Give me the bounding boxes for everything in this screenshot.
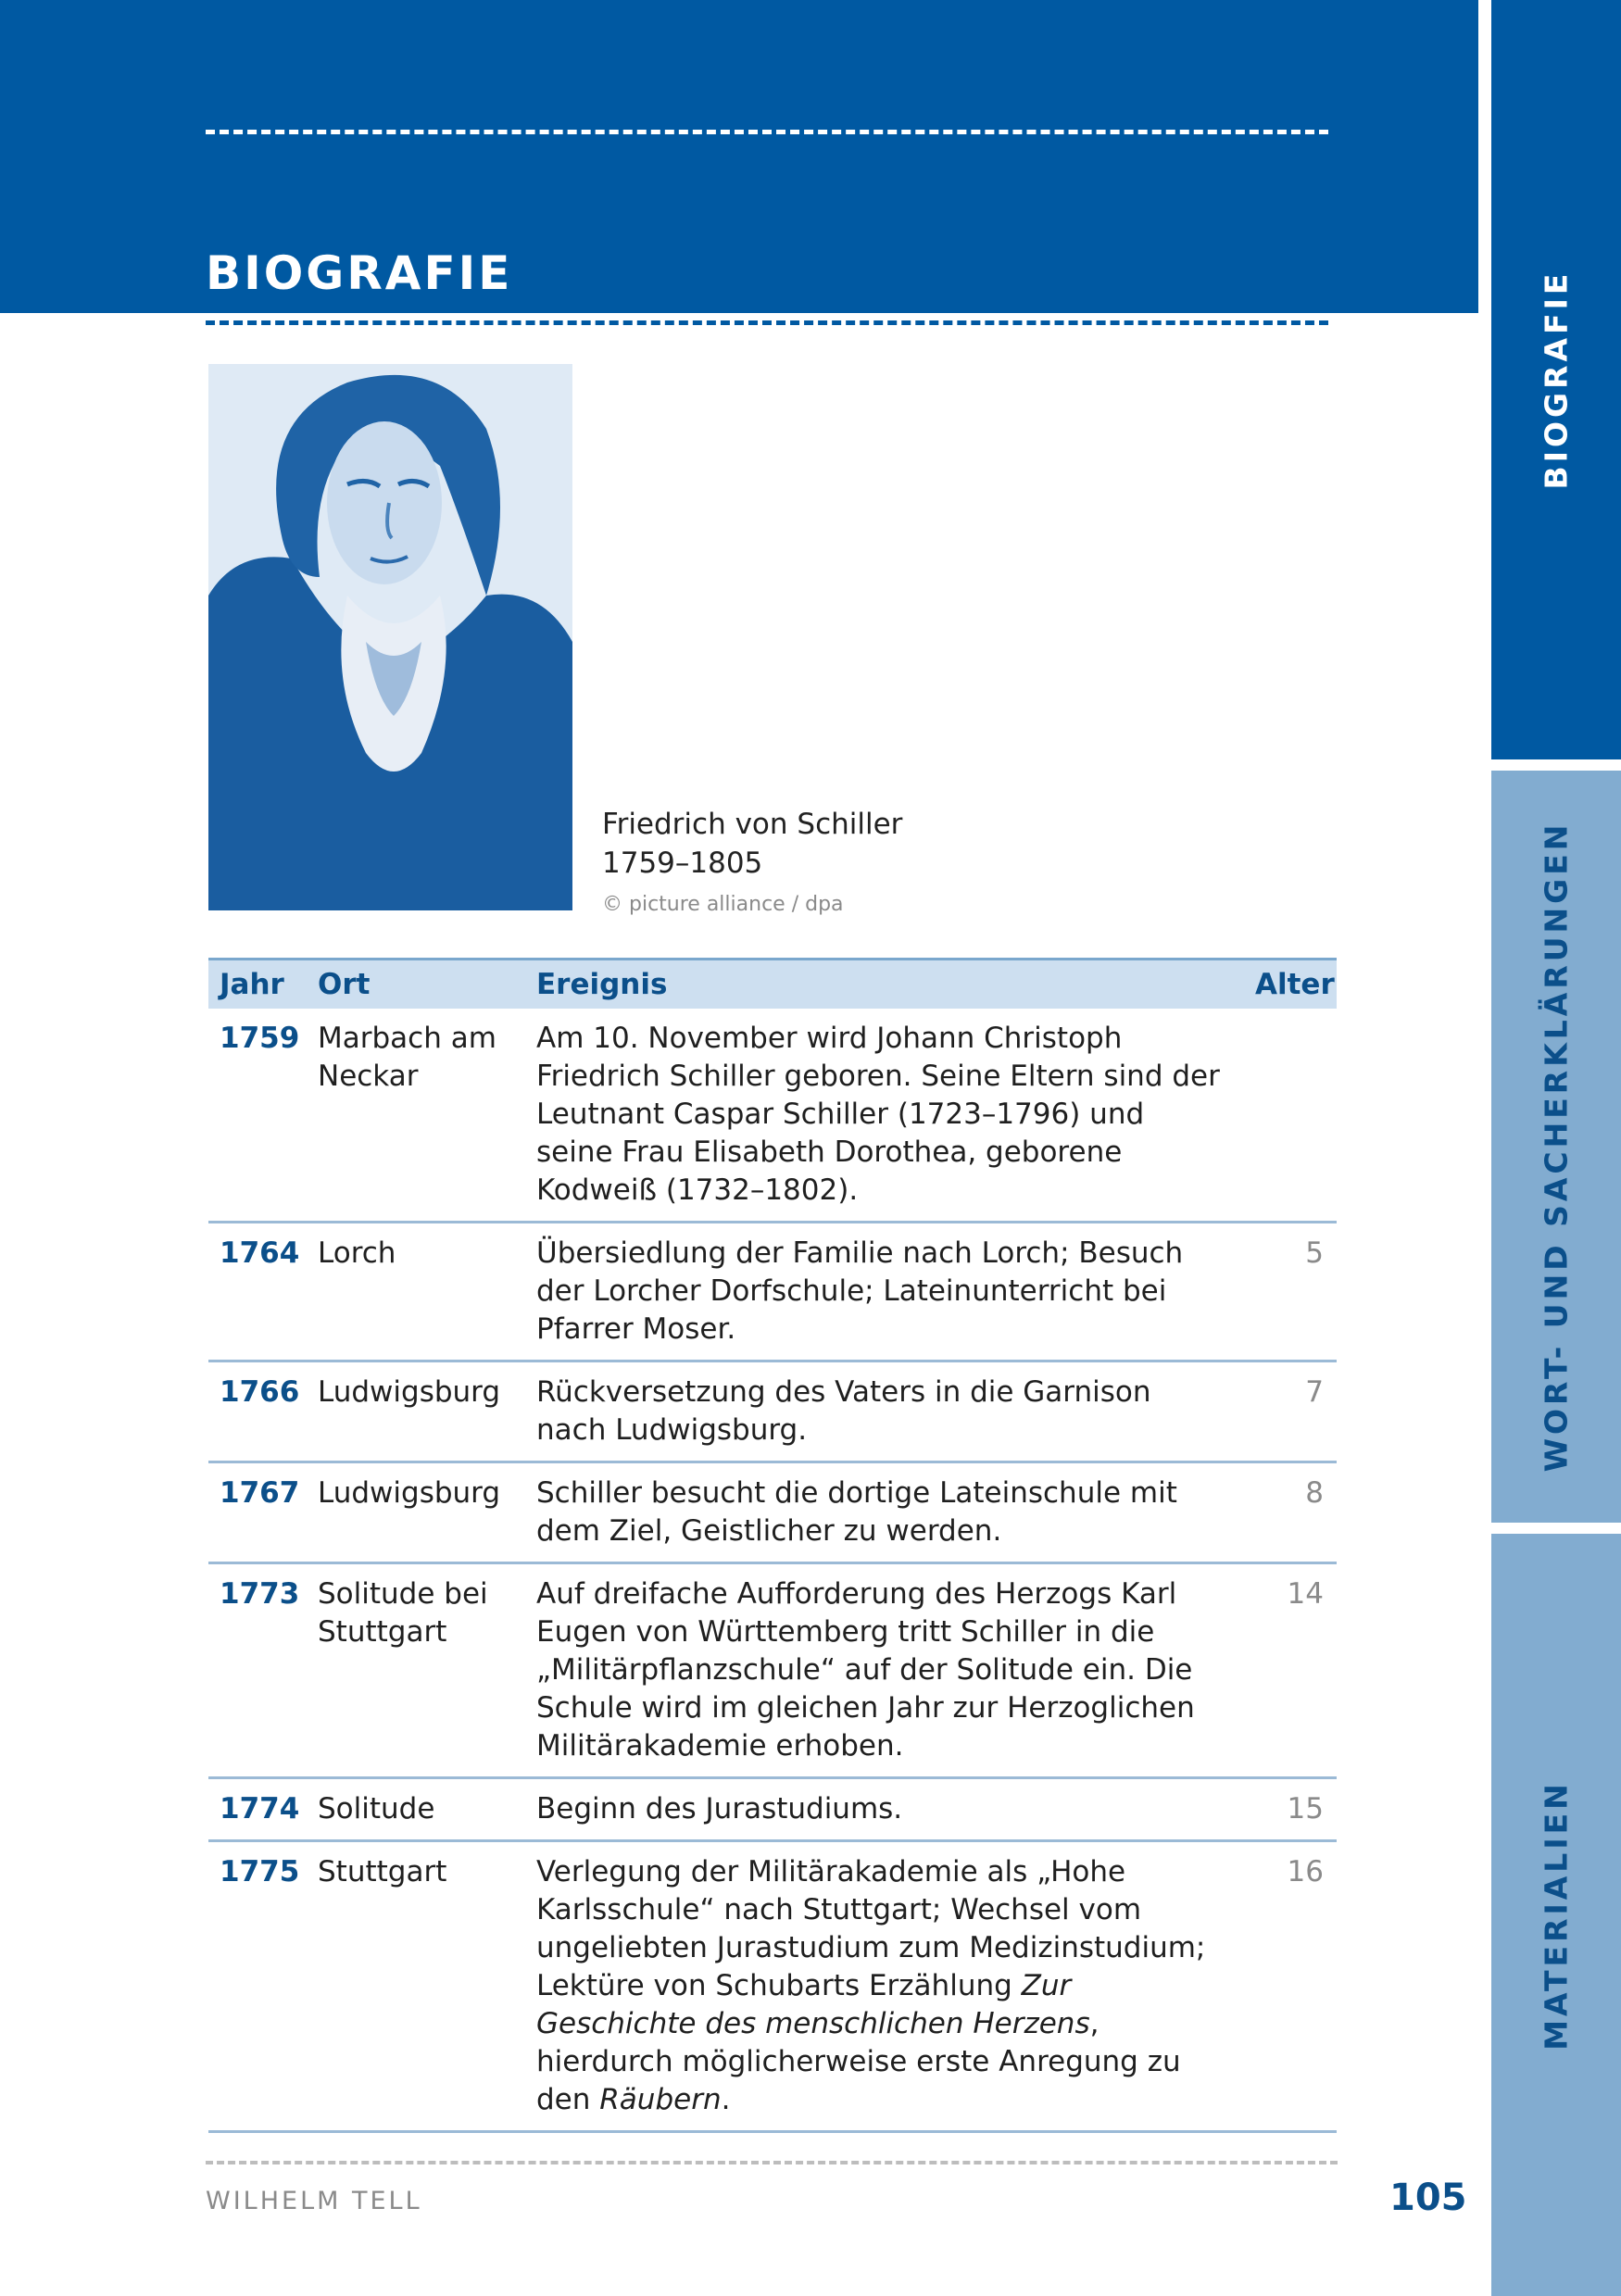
- cell-ort: Ludwigsburg: [307, 1462, 525, 1563]
- header-jahr: Jahr: [208, 960, 307, 1010]
- cell-alter: 7: [1244, 1361, 1337, 1462]
- cell-jahr: 1767: [208, 1462, 307, 1563]
- table-row: [208, 1223, 1337, 1361]
- title-underline-dash: [206, 320, 1328, 325]
- table-row: [208, 1563, 1337, 1778]
- footer-book-title: WILHELM TELL: [206, 2187, 422, 2215]
- cell-ereignis: Übersiedlung der Familie nach Lorch; Besuch der Lorcher Dorfschule; Lateinunterricht bei Pfarrer Moser.: [525, 1223, 1244, 1361]
- table-row: [208, 1778, 1337, 1841]
- header-ort: Ort: [307, 960, 525, 1010]
- footer-dash-line: [206, 2161, 1338, 2164]
- header-ereignis: Ereignis: [525, 960, 1244, 1010]
- ereignis-text: .: [721, 2083, 731, 2116]
- cell-ereignis: Rückversetzung des Vaters in die Garnison nach Ludwigsburg.: [525, 1361, 1244, 1462]
- portrait-image: [208, 364, 572, 910]
- ereignis-italic-title: Zur Geschichte des menschlichen Herzens: [536, 1969, 1090, 2040]
- cell-alter: 15: [1244, 1778, 1337, 1841]
- side-tab-label: WORT- UND SACHERKLÄRUNGEN: [1538, 821, 1575, 1473]
- cell-ort: Ludwigsburg: [307, 1361, 525, 1462]
- cell-jahr: 1775: [208, 1841, 307, 2132]
- table-row: [208, 1462, 1337, 1563]
- biography-table: [208, 958, 1337, 2133]
- cell-jahr: 1766: [208, 1361, 307, 1462]
- cell-ereignis: Schiller besucht die dortige Lateinschule mit dem Ziel, Geistlicher zu werden.: [525, 1462, 1244, 1563]
- cell-jahr: 1764: [208, 1223, 307, 1361]
- table-header-row: [208, 960, 1337, 1010]
- header-dash-line: [206, 130, 1328, 134]
- cell-alter: 8: [1244, 1462, 1337, 1563]
- side-tab-wort-und-sacherklaerungen[interactable]: [1491, 771, 1621, 1523]
- side-tab-materialien[interactable]: [1491, 1534, 1621, 2296]
- ereignis-text: Verlegung der Militärakademie als „Hohe Karlsschule“ nach Stuttgart; Wechsel vom ungeliebten Jurastudium zum Medizinstudium; Lektüre von Schubarts Erzählung: [536, 1855, 1206, 2002]
- cell-ort: Marbach am Neckar: [307, 1009, 525, 1223]
- header-alter: Alter: [1244, 960, 1337, 1010]
- page-title: BIOGRAFIE: [206, 245, 513, 300]
- cell-ort: Solitude: [307, 1778, 525, 1841]
- cell-ereignis: Auf dreifache Aufforderung des Herzogs Karl Eugen von Württemberg tritt Schiller in die „Militärpflanzschule“ auf der Solitude ein. Die Schule wird im gleichen Jahr zur Herzoglichen Militärakademie erhoben.: [525, 1563, 1244, 1778]
- cell-ereignis: [525, 1841, 1244, 2132]
- cell-alter: 14: [1244, 1563, 1337, 1778]
- portrait-credit: © picture alliance / dpa: [602, 893, 844, 916]
- ereignis-italic-title: Räubern: [599, 2083, 722, 2116]
- cell-jahr: 1759: [208, 1009, 307, 1223]
- portrait-caption-name: Friedrich von Schiller: [602, 808, 903, 841]
- cell-ereignis: Am 10. November wird Johann Christoph Friedrich Schiller geboren. Seine Eltern sind der Leutnant Caspar Schiller (1723–1796) und seine Frau Elisabeth Dorothea, geborene Kodweiß (1732–1802).: [525, 1009, 1244, 1223]
- side-tab-biografie[interactable]: [1491, 0, 1621, 759]
- table-row: [208, 1009, 1337, 1223]
- cell-alter: 16: [1244, 1841, 1337, 2132]
- cell-jahr: 1774: [208, 1778, 307, 1841]
- side-tab-label: MATERIALIEN: [1538, 1779, 1575, 2051]
- cell-alter: [1244, 1009, 1337, 1223]
- ereignis-text: , hierdurch möglicherweise erste Anregung zu den: [536, 2007, 1181, 2116]
- table-row: [208, 1361, 1337, 1462]
- table-row: [208, 1841, 1337, 2132]
- cell-jahr: 1773: [208, 1563, 307, 1778]
- cell-alter: 5: [1244, 1223, 1337, 1361]
- cell-ort: Solitude bei Stuttgart: [307, 1563, 525, 1778]
- side-tab-label: BIOGRAFIE: [1538, 270, 1575, 490]
- cell-ort: Stuttgart: [307, 1841, 525, 2132]
- page-number: 105: [1389, 2177, 1467, 2219]
- cell-ereignis: Beginn des Jurastudiums.: [525, 1778, 1244, 1841]
- portrait-caption-years: 1759–1805: [602, 847, 763, 880]
- cell-ort: Lorch: [307, 1223, 525, 1361]
